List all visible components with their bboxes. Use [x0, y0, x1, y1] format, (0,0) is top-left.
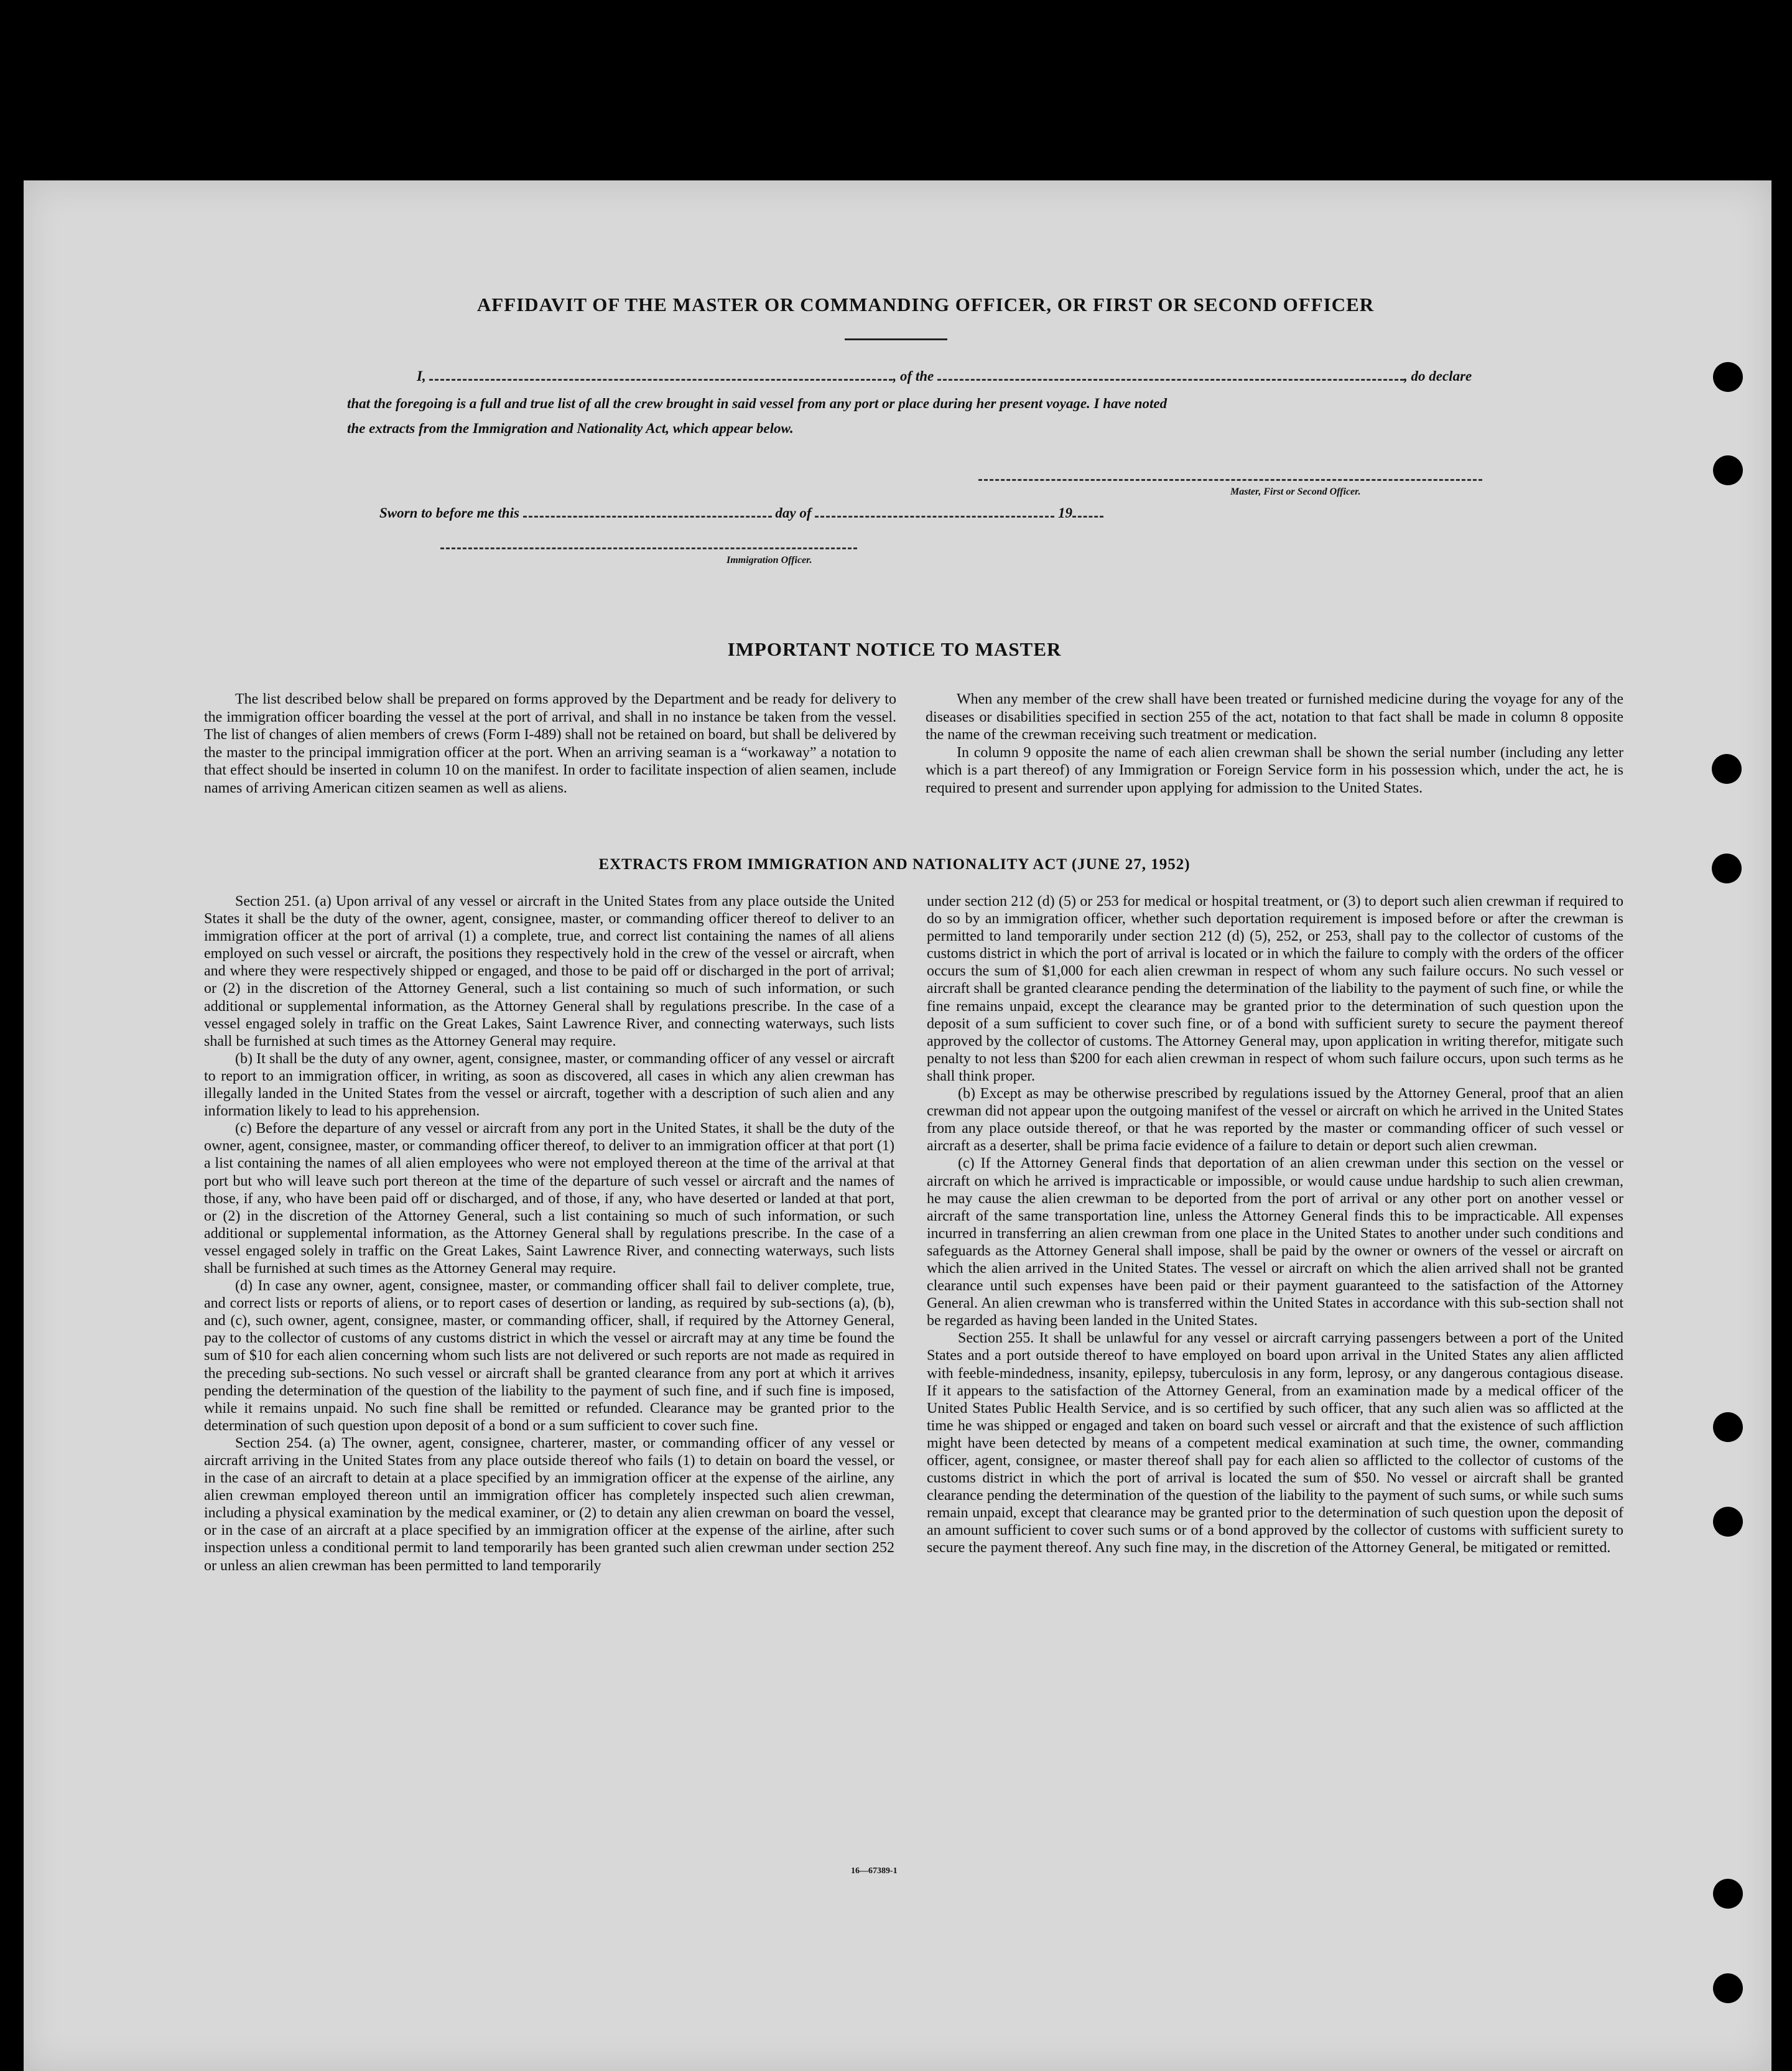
extracts-title: EXTRACTS FROM IMMIGRATION AND NATIONALITY ACT (JUNE 27, 1952) — [598, 856, 1191, 873]
section-251-b: (b) It shall be the duty of any owner, agent, consignee, master, or commanding officer of any vessel or aircraft to report to an immigration officer, in writing, as soon as discovered, all cases in which any alien crewman has illegally landed in the United States from the vessel or aircraft, together with a description of such alien and any information likely to lead to his apprehension. — [204, 1050, 894, 1120]
sworn-day-field[interactable] — [523, 510, 772, 518]
officer-signature-line[interactable] — [440, 541, 857, 549]
notice-right: When any member of the crew shall have been treated or furnished medicine during the voyage for any of the diseases or disabilities specified in section 255 of the act, notation to that fact shall be made in column 8 opposite the name of the crewman receiving such treatment or medication. In column 9 opposite the name of each alien crewman shall be shown the serial number (including any letter which is a part thereof) of any Immigration or Foreign Service form in his possession which, under the act, he is required to present and surrender upon applying for admission to the United States. — [926, 691, 1623, 796]
punch-hole — [1713, 1412, 1743, 1442]
title-rule — [845, 338, 947, 340]
extracts-right-column — [927, 893, 1623, 1557]
extracts-left-column — [204, 893, 894, 1575]
punch-hole — [1713, 362, 1743, 392]
section-251-c: (c) Before the departure of any vessel or aircraft from any port in the United States, it shall be the duty of the owner, agent, consignee, master, or commanding officer thereof, to deliver to an immigration officer at that port (1) a list containing the names of all alien employees who were not employed thereon at the time of the arrival at that port but who will leave such port thereon at the time of the departure of such vessel or aircraft and the names of those, if any, who have been paid off or discharged, and of those, if any, who have deserted or landed at that port, or (2) in the discretion of the Attorney General, such a list containing so much of such information, or such additional or supplemental information, as the Attorney General shall by regulations prescribe. In the case of a vessel engaged solely in traffic on the Great Lakes, Saint Lawrence River, and connecting waterways, such lists shall be furnished at such times as the Attorney General may require. — [204, 1120, 894, 1277]
vessel-field[interactable] — [937, 373, 1404, 381]
master-signature-label: Master, First or Second Officer. — [1230, 486, 1361, 497]
section-251-d: (d) In case any owner, agent, consignee, master, or commanding officer shall fail to deliver complete, true, and correct lists or reports of aliens, or to report cases of desertion or landing, as required by sub-sections (a), (b), and (c), such owner, agent, consignee, master, or commanding officer, shall, if required by the Attorney General, pay to the collector of customs of any customs district in which the vessel or aircraft may at any time be found the sum of $10 for each alien concerning whom such lists are not delivered or such reports are not made as required in the preceding sub-sections. No such vessel or aircraft shall be granted clearance from any port at which it arrives pending the determination of the question of the liability to the payment of such fine, and if such fine is imposed, while it remains unpaid. No such fine shall be remitted or refunded. Clearance may be granted prior to the determination of such question upon deposit of a bond or a sum sufficient to cover such fine. — [204, 1278, 894, 1434]
declaration-text-2: that the foregoing is a full and true list of all the crew brought in said vessel from any port or place during her present voyage. I have noted — [347, 396, 1168, 411]
punch-hole — [1713, 455, 1743, 485]
section-254-b: (b) Except as may be otherwise prescribed by regulations issued by the Attorney General, proof that an alien crewman did not appear upon the outgoing manifest of the vessel or aircraft on which he arrived in the United States from any place outside thereof, or that he was reported by the master or commanding officer of such vessel or aircraft as a deserter, shall be prima facie evidence of a failure to detain or deport such alien crewman. — [927, 1086, 1623, 1155]
notice-title: IMPORTANT NOTICE TO MASTER — [727, 638, 1062, 660]
sworn-line: Sworn to before me this day of 19 — [379, 505, 1103, 521]
officer-signature-label: Immigration Officer. — [727, 555, 812, 565]
name-field[interactable] — [429, 373, 893, 381]
punch-hole — [1713, 1507, 1743, 1537]
declaration-line: I, , of the , do declare — [417, 368, 1472, 384]
section-251-a: Section 251. (a) Upon arrival of any vessel or aircraft in the United States from any place outside the United States it shall be the duty of the owner, agent, consignee, master, or commanding officer thereof to deliver to an immigration officer at the port of arrival (1) a complete, true, and correct list containing the names of all aliens employed on such vessel or aircraft, the positions they respectively hold in the crew of the vessel or aircraft, when and where they were respectively shipped or engaged, and those to be paid off or discharged in the port of arrival; or (2) in the discretion of the Attorney General, such a list containing so much of such information, or such additional or supplemental information, as the Attorney General shall by regulations prescribe. In the case of a vessel engaged solely in traffic on the Great Lakes, Saint Lawrence River, and connecting waterways, such lists shall be furnished at such times as the Attorney General may require. — [204, 893, 894, 1049]
affidavit-title: AFFIDAVIT OF THE MASTER OR COMMANDING OFFICER, OR FIRST OR SECOND OFFICER — [476, 294, 1375, 315]
section-254-c: (c) If the Attorney General finds that deportation of an alien crewman under this section on the vessel or aircraft on which he arrived is impracticable or impossible, or would cause undue hardship to such alien crewman, he may cause the alien crewman to be deported from the port of arrival or any other port on another vessel or aircraft of the same transportation line, unless the Attorney General finds this to be impracticable. All expenses incurred in transferring an alien crewman from one place in the United States to another under such conditions and safeguards as the Attorney General shall impose, shall be paid by the owner or owners of the vessel or aircraft on which the alien arrived in the United States. The vessel or aircraft on which the alien arrived shall not be granted clearance until such expenses have been paid or their payment guaranteed to the satisfaction of the Attorney General. An alien crewman who is transferred within the United States in accordance with this sub-section shall not be regarded as having been landed in the United States. — [927, 1155, 1623, 1329]
punch-hole — [1712, 754, 1742, 784]
sworn-year-field[interactable] — [1072, 510, 1103, 518]
form-number: 16—67389-1 — [851, 1866, 898, 1876]
document-page — [24, 180, 1771, 2071]
master-signature-line[interactable] — [978, 473, 1482, 481]
declaration-text-3: the extracts from the Immigration and Nationality Act, which appear below. — [347, 421, 794, 436]
section-255: Section 255. It shall be unlawful for any vessel or aircraft carrying passengers between a port of the United States and a port outside thereof to have employed on board upon arrival in the United States any alien afflicted with feeble-mindedness, insanity, epilepsy, tuberculosis in any form, leprosy, or any dangerous contagious disease. If it appears to the satisfaction of the Attorney General, from an examination made by a medical officer of the United States Public Health Service, and is so certified by such officer, that any such alien was so afflicted at the time he was shipped or engaged and taken on board such vessel or aircraft and that the existence of such affliction might have been detected by means of a competent medical examination at such time, the owner, commanding officer, agent, consignee, or master thereof shall pay for each alien so afflicted to the collector of customs of the customs district in which the port of arrival is located the sum of $50. No vessel or aircraft shall be granted clearance pending the determination of the question of the liability to the payment of such sums, or while such sums remain unpaid, except that clearance may be granted prior to the determination of such question upon the deposit of an amount sufficient to cover such sums or of a bond approved by the collector of customs with sufficient surety to secure the payment thereof. Any such fine may, in the discretion of the Attorney General, be mitigated or remitted. — [927, 1330, 1623, 1557]
punch-hole — [1712, 854, 1742, 883]
notice-left: The list described below shall be prepared on forms approved by the Department and be ready for delivery to the immigration officer boarding the vessel at the port of arrival, and shall in no instance be taken from the vessel. The list of changes of alien members of crews (Form I-489) shall not be retained on board, but shall be delivered by the master to the principal immigration officer at the port. When an arriving seaman is a “workaway” a notation to that effect should be inserted in column 10 on the manifest. In order to facilitate inspection of alien seamen, include names of arriving American citizen seamen as well as aliens. — [204, 691, 896, 796]
section-254-a: Section 254. (a) The owner, agent, consignee, charterer, master, or commanding officer of any vessel or aircraft arriving in the United States from any place outside thereof who fails (1) to detain on board the vessel, or in the case of an aircraft to detain at a place specified by an immigration officer at the expense of the airline, any alien crewman employed thereon until an immigration officer has completely inspected such alien crewman, including a physical examination by the medical examiner, or (2) to detain any alien crewman on board the vessel, or in the case of an aircraft at a place specified by an immigration officer at the expense of the airline, after such inspection unless a conditional permit to land temporarily has been granted such alien crewman under section 252 or unless an alien crewman has been permitted to land temporarily — [204, 1435, 894, 1574]
punch-hole — [1713, 1879, 1743, 1909]
punch-hole — [1713, 1973, 1743, 2003]
section-254-a-cont: under section 212 (d) (5) or 253 for medical or hospital treatment, or (3) to deport such alien crewman if required to do so by an immigration officer, whether such deportation requirement is imposed before or after the crewman is permitted to land temporarily under section 212 (d) (5), 252, or 253, shall pay to the collector of customs of the customs district in which the port of arrival is located or in which the failure to comply with the orders of the officer occurs the sum of $1,000 for each alien crewman in respect of whom any such failure occurs. No such vessel or aircraft shall be granted clearance pending the determination of the liability to the payment of such fine, or while the fine remains unpaid, except the clearance may be granted prior to the determination of such question upon the deposit of a sum sufficient to cover such fine, or of a bond with sufficient surety to secure the payment thereof approved by the collector of customs. The Attorney General may, upon application in writing therefor, mitigate such penalty to not less than $200 for each alien crewman in respect of whom such failure occurs, upon such terms as he shall think proper. — [927, 893, 1623, 1084]
sworn-month-field[interactable] — [815, 510, 1054, 518]
